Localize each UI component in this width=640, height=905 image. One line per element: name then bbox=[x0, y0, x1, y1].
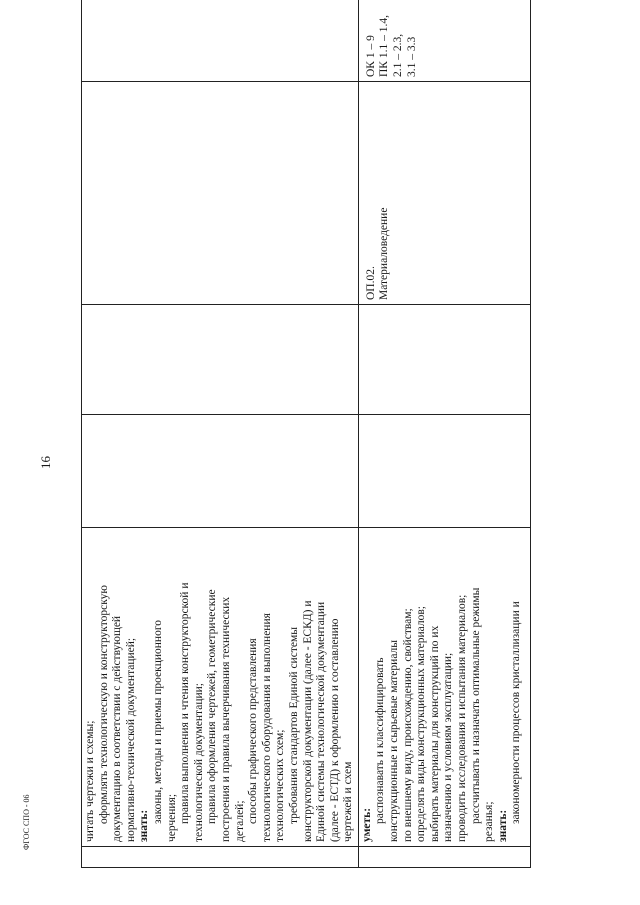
skill-line: способы графического представления bbox=[247, 638, 260, 824]
skill-line: технологических схем; bbox=[274, 729, 287, 842]
skill-line: проводить исследования и испытания материалов; bbox=[456, 594, 469, 842]
skill-line: знать: bbox=[138, 809, 151, 842]
skill-line: выбирать материалы для конструкций по их bbox=[428, 625, 441, 842]
competency-line: ОК 1 – 9 bbox=[364, 35, 377, 77]
skill-line: по внешнему виду, происхождению, свойствам; bbox=[401, 608, 414, 842]
skill-line: правила выполнения и чтения конструкторской и bbox=[179, 582, 192, 824]
skill-line: правила оформления чертежей, геометрические bbox=[206, 589, 219, 824]
skill-line: конструкторской документации (далее - ЕСКД) и bbox=[301, 600, 314, 842]
empty-cell bbox=[358, 305, 530, 415]
skill-line: чертежей и схем bbox=[342, 761, 355, 842]
skill-line: деталей; bbox=[233, 800, 246, 842]
skill-line: конструкционные и сырьевые материалы bbox=[388, 640, 401, 842]
empty-cell bbox=[82, 305, 359, 415]
empty-cell bbox=[358, 415, 530, 528]
skills-cell bbox=[358, 528, 530, 847]
skill-line: черчения; bbox=[165, 793, 178, 842]
skill-line: технологического оборудования и выполнения bbox=[260, 613, 273, 842]
skill-line: законы, методы и приемы проекционного bbox=[151, 619, 164, 824]
discipline-name: Материаловедение bbox=[378, 207, 391, 300]
skill-line: нормативно-технической документацией; bbox=[124, 637, 137, 842]
competencies-cell bbox=[358, 0, 530, 82]
skill-line: рассчитывать и назначать оптимальные режимы bbox=[469, 587, 482, 824]
competency-line: 2.1 – 2.3, bbox=[392, 33, 405, 77]
table-row bbox=[82, 0, 359, 868]
skill-line: уметь: bbox=[360, 807, 373, 842]
skill-line: (далее - ЕСТД) к оформлению и составлению bbox=[328, 618, 341, 842]
skill-line: Единой системы технологической документации bbox=[315, 601, 328, 842]
blank-cell bbox=[358, 847, 530, 868]
skill-line: распознавать и классифицировать bbox=[374, 657, 387, 824]
skill-line: резанья; bbox=[483, 801, 496, 842]
skills-cell bbox=[82, 528, 359, 847]
competency-line: 3.1 – 3.3 bbox=[405, 36, 418, 77]
discipline-cell bbox=[358, 82, 530, 305]
skill-line: построения и правила вычерчивания технических bbox=[219, 596, 232, 842]
curriculum-table bbox=[81, 0, 531, 868]
skill-line: читать чертежи и схемы; bbox=[84, 720, 96, 842]
skill-line: назначению и условиям эксплуатации; bbox=[442, 652, 455, 842]
discipline-cell bbox=[82, 82, 359, 305]
rotated-table-wrapper bbox=[81, 15, 531, 868]
skill-line: документацию в соответствии с действующей bbox=[111, 615, 124, 842]
skill-line: требования стандартов Единой системы bbox=[287, 627, 300, 824]
competencies-cell bbox=[82, 0, 359, 82]
skill-line: закономерности процессов кристаллизации и bbox=[510, 601, 523, 824]
skill-line: технологической документации; bbox=[192, 683, 205, 842]
footer-code: ФГОС СПО - 06 bbox=[22, 794, 31, 850]
competency-line: ПК 1.1 – 1.4, bbox=[378, 15, 391, 77]
skill-line: оформлять технологическую и конструкторскую bbox=[97, 585, 110, 824]
discipline-index: ОП.02. bbox=[364, 266, 377, 300]
skill-line: знать: bbox=[496, 809, 509, 842]
page-number: 16 bbox=[38, 456, 53, 469]
empty-cell bbox=[82, 415, 359, 528]
table-row bbox=[358, 0, 530, 868]
skill-line: определять виды конструкционных материалов; bbox=[415, 606, 428, 842]
blank-cell bbox=[82, 847, 359, 868]
